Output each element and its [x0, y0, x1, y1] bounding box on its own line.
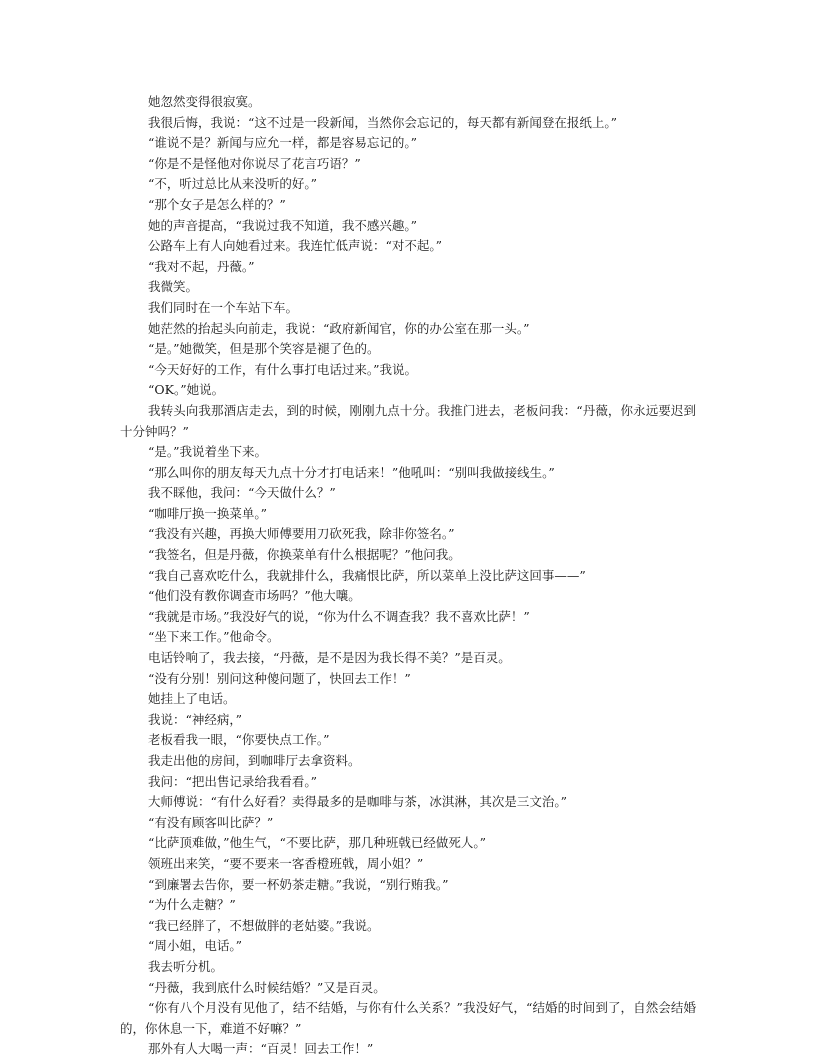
document-page [120, 92, 696, 1060]
paragraph: 电话铃响了，我去接，“丹薇，是不是因为我长得不美？”是百灵。 [148, 650, 511, 666]
paragraph: 我很后悔，我说：“这不过是一段新闻，当然你会忘记的，每天都有新闻登在报纸上。” [148, 114, 618, 130]
paragraph: “咖啡厅换一换菜单。” [148, 505, 268, 521]
paragraph: “谁说不是？新闻与应允一样，都是容易忘记的。” [148, 135, 418, 151]
paragraph: 我微笑。 [148, 279, 199, 295]
paragraph: 老板看我一眼，“你要快点工作。” [148, 732, 330, 748]
paragraph: “比萨顶难做，”他生气，“不要比萨，那几种班戟已经做死人。” [148, 835, 487, 851]
paragraph: “你是不是怪他对你说尽了花言巧语？” [148, 155, 361, 171]
paragraph: 领班出来笑，“要不要来一客香橙班戟，周小姐？” [148, 855, 424, 871]
document-body [120, 92, 696, 1060]
paragraph: 大师傅说：“有什么好看？卖得最多的是咖啡与茶，冰淇淋，其次是三文治。” [148, 794, 568, 810]
paragraph: “我已经胖了，不想做胖的老姑婆。”我说。 [148, 917, 380, 933]
paragraph: “今天好好的工作，有什么事打电话过来。”我说。 [148, 361, 418, 377]
paragraph: “他们没有教你调查市场吗？”他大嚷。 [148, 588, 361, 604]
paragraph: “丹薇，我到底什么时候结婚？”又是百灵。 [148, 979, 386, 995]
paragraph: “有没有顾客叫比萨？” [148, 814, 274, 830]
paragraph: 我走出他的房间，到咖啡厅去拿资料。 [148, 753, 361, 768]
paragraph: “我就是市场。”我没好气的说，“你为什么不调查我？我不喜欢比萨！” [148, 608, 530, 624]
paragraph: “是。”我说着坐下来。 [148, 444, 268, 460]
paragraph: “OK。”她说。 [148, 382, 225, 398]
paragraph: 我说：“神经病，” [148, 711, 243, 727]
paragraph: 我去听分机。 [148, 958, 224, 974]
paragraph: 我们同时在一个车站下车。 [148, 299, 299, 315]
paragraph: “坐下来工作。”他命令。 [148, 629, 280, 645]
paragraph: “为什么走糖？” [148, 897, 236, 913]
paragraph: 公路车上有人向她看过来。我连忙低声说：“对不起。” [148, 238, 443, 254]
paragraph: “我没有兴趣，再换大师傅要用刀砍死我，除非你签名。” [148, 526, 455, 542]
paragraph: “我对不起，丹薇。” [148, 258, 255, 274]
paragraph: “我签名，但是丹薇，你换菜单有什么根据呢？”他问我。 [148, 547, 461, 563]
paragraph: “那么叫你的朋友每天九点十分才打电话来！”他吼叫：“别叫我做接线生。” [148, 464, 555, 480]
paragraph: “到廉署去告你，要一杯奶茶走糖。”我说，“别行贿我。” [148, 876, 449, 892]
paragraph: 我不睬他，我问：“今天做什么？” [148, 485, 336, 501]
paragraph: 她忽然变得很寂寞。 [148, 94, 261, 109]
paragraph: 她挂上了电话。 [148, 691, 236, 707]
paragraph: “周小姐，电话。” [148, 938, 243, 954]
paragraph: 我问：“把出售记录给我看看。” [148, 773, 318, 789]
paragraph: 她的声音提高，“我说过我不知道，我不感兴趣。” [148, 217, 418, 233]
paragraph: “你有八个月没有见他了，结不结婚，与你有什么关系？”我没好气，“结婚的时间到了，自然会结婚的，你休息一下，难道不好嘛？” [120, 1000, 696, 1036]
paragraph: “没有分别！别问这种傻问题了，快回去工作！” [148, 670, 411, 686]
paragraph: “是。”她微笑，但是那个笑容是褪了色的。 [148, 341, 380, 357]
paragraph: 我转头向我那酒店走去，到的时候，刚刚九点十分。我推门进去，老板问我：“丹薇，你永远要迟到十分钟吗？” [120, 402, 696, 439]
paragraph: “那个女子是怎么样的？” [148, 196, 286, 212]
paragraph: “不，听过总比从来没听的好。” [148, 176, 318, 192]
paragraph: “我自己喜欢吃什么，我就排什么，我痛恨比萨，所以菜单上没比萨这回事——” [148, 567, 586, 583]
paragraph: 那外有人大喝一声：“百灵！回去工作！” [148, 1041, 374, 1057]
paragraph: 她茫然的抬起头向前走，我说：“政府新闻官，你的办公室在那一头。” [148, 320, 530, 336]
